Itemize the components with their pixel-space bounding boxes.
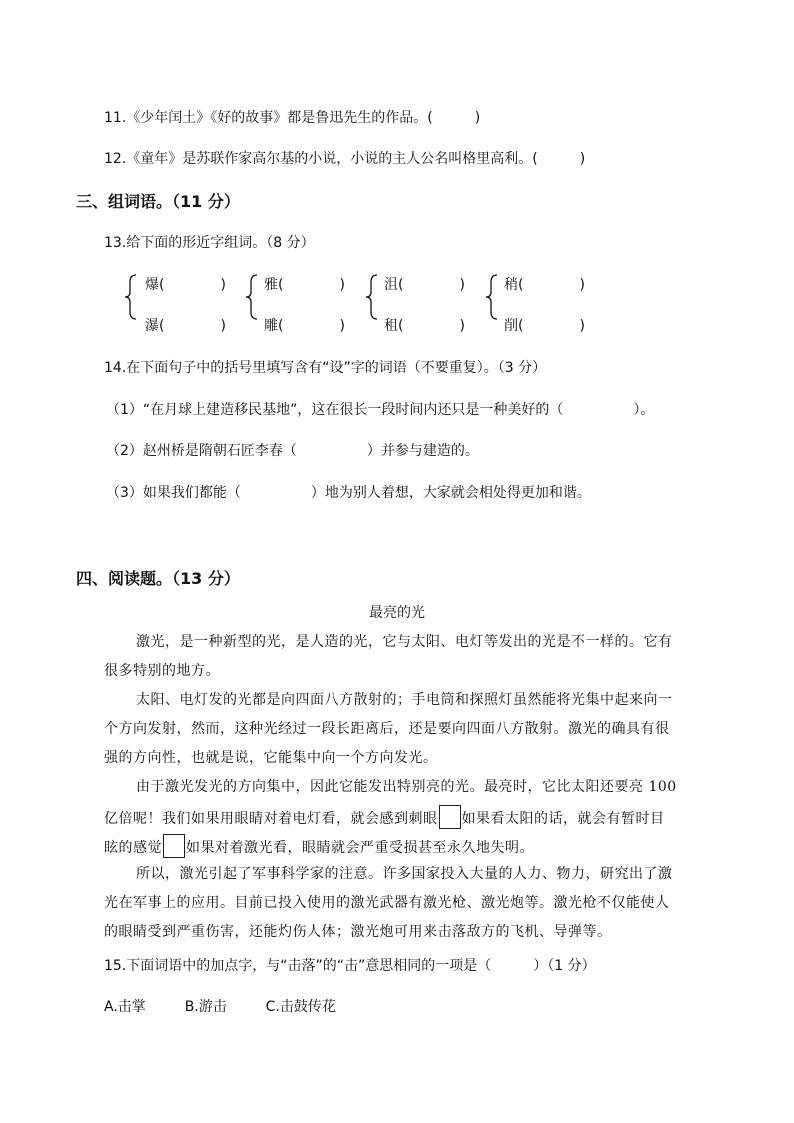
passage-line: 的眼睛受到严重伤害，还能灼伤人体；激光炮可用来击落敌方的飞机、导弹等。 — [104, 924, 612, 940]
word-cell: 沮( ) — [384, 277, 465, 293]
section-3-heading: 三、组词语。（11 分） — [76, 192, 240, 211]
passage-line: 所以，激光引起了军事科学家的注意。许多国家投入大量的人力、物力，研究出了激 — [136, 866, 673, 882]
passage-line: 强的方向性，也就是说，它能集中向一个方向发光。 — [104, 750, 438, 766]
question-15-options — [104, 996, 336, 1016]
question-13: 13.给下面的形近字组词。（8 分） — [104, 235, 315, 251]
passage-text: 眩的感觉 — [104, 840, 162, 856]
passage-line: 由于激光发光的方向集中，因此它能发出特别亮的光。最亮时，它比太阳还要亮 100 — [136, 779, 677, 795]
section-4-heading: 四、阅读题。（13 分） — [76, 569, 240, 588]
question-11: 11.《少年闰土》《好的故事》都是鲁迅先生的作品。( ) — [104, 110, 481, 126]
word-cell: 雅( ) — [264, 277, 345, 293]
passage-line: 很多特别的地方。 — [104, 663, 220, 679]
passage-line: 激光，是一种新型的光，是人造的光，它与太阳、电灯等发出的光是不一样的。它有 — [136, 634, 673, 650]
word-cell: 稍( ) — [504, 277, 585, 293]
question-14-1: （1）“在月球上建造移民基地”，这在很长一段时间内还只是一种美好的（ ）。 — [106, 402, 655, 418]
word-cell: 瀑( ) — [145, 318, 226, 334]
passage-title: 最亮的光 — [369, 605, 425, 621]
passage-text: 亿倍呢！我们如果用眼睛对着电灯看，就会感到刺眼 — [104, 811, 438, 827]
punctuation-blank-box[interactable] — [439, 805, 461, 829]
word-cell: 雕( ) — [264, 318, 345, 334]
brace-icon — [485, 274, 499, 320]
option-a[interactable]: A.击掌 — [104, 999, 146, 1015]
passage-text: 如果对着激光看，眼睛就会严重受损甚至永久地失明。 — [186, 840, 534, 856]
brace-icon — [245, 274, 259, 320]
passage-line: 太阳、电灯发的光都是向四面八方散射的；手电筒和探照灯虽然能将光集中起来向一 — [136, 692, 673, 708]
word-cell: 爆( ) — [145, 277, 226, 293]
brace-icon — [124, 274, 138, 320]
question-15: 15.下面词语中的加点字，与“击落”的“击”意思相同的一项是（ ）（1 分） — [104, 958, 596, 974]
brace-icon — [365, 274, 379, 320]
option-c[interactable]: C.击鼓传花 — [265, 999, 336, 1015]
word-cell: 租( ) — [384, 318, 465, 334]
option-b[interactable]: B.游击 — [184, 999, 227, 1015]
question-12: 12.《童年》是苏联作家高尔基的小说，小说的主人公名叫格里高利。( ) — [104, 151, 586, 167]
punctuation-blank-box[interactable] — [163, 834, 185, 858]
passage-line — [104, 805, 665, 829]
question-14: 14.在下面句子中的括号里填写含有“设”字的词语（不要重复）。（3 分） — [104, 360, 547, 376]
question-14-3: （3）如果我们都能（ ）地为别人着想，大家就会相处得更加和谐。 — [106, 485, 591, 501]
passage-line: 光在军事上的应用。目前已投入使用的激光武器有激光枪、激光炮等。激光枪不仅能使人 — [104, 895, 670, 911]
question-14-2: （2）赵州桥是隋朝石匠李春（ ）并参与建造的。 — [106, 443, 479, 459]
passage-line — [104, 834, 534, 858]
passage-text: 如果看太阳的话，就会有暂时目 — [461, 811, 665, 827]
word-cell: 削( ) — [504, 318, 585, 334]
passage-line: 个方向发射，然而，这种光经过一段长距离后，还是要向四面八方散射。激光的确具有很 — [104, 721, 670, 737]
